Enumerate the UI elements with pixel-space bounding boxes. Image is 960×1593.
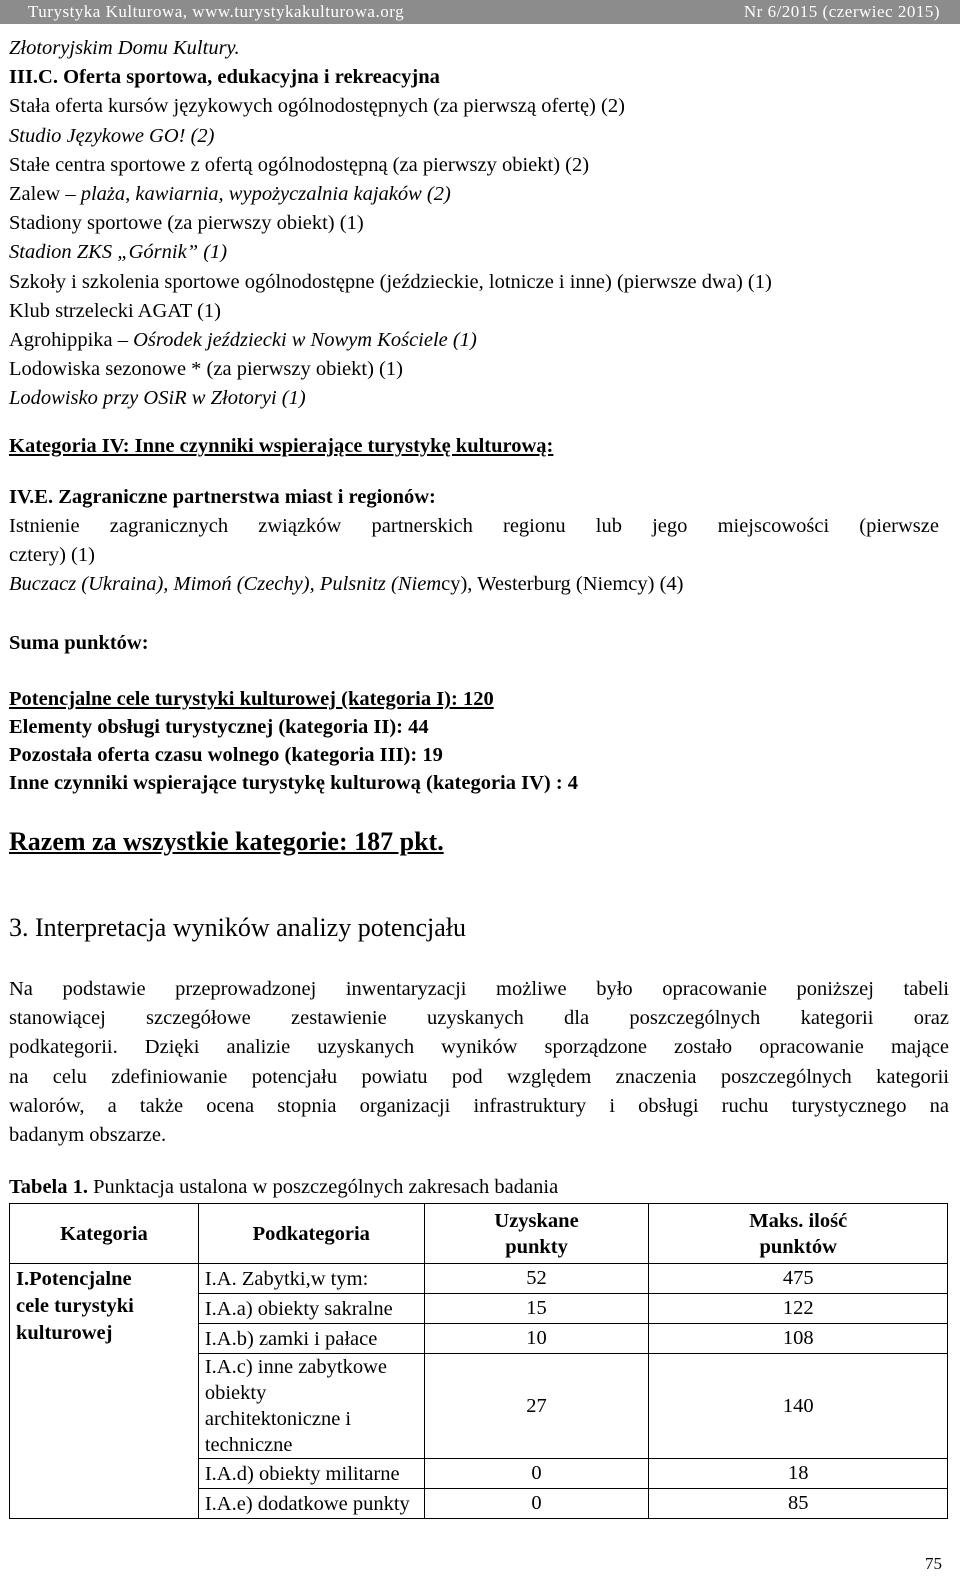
category-line: kulturowej <box>16 1322 113 1344</box>
page-number: 75 <box>925 1554 942 1573</box>
text-line: na celu zdefiniowanie potencjału powiatu pod względem znaczenia poszczególnych kategorii <box>9 1065 949 1088</box>
points-cell: 0 <box>424 1459 649 1489</box>
subsection-heading: IV.E. Zagraniczne partnerstwa miast i regionów: <box>9 486 436 508</box>
text-line: podkategorii. Dzięki analizie uzyskanych wyników sporządzone zostało opracowanie mające <box>9 1036 949 1059</box>
running-header <box>0 0 960 24</box>
points-cell: 15 <box>424 1294 649 1324</box>
text-line <box>9 326 949 355</box>
text-span: Zalew – <box>9 183 81 206</box>
text-line: Złotoryjskim Domu Kultury. <box>9 37 240 59</box>
subcategory-cell: I.A.a) obiekty sakralne <box>198 1294 424 1324</box>
paragraph <box>9 975 949 1150</box>
table-header-row <box>10 1204 948 1264</box>
text-line: Klub strzelecki AGAT (1) <box>9 299 221 322</box>
text-span: Agrohippika – <box>9 329 134 352</box>
subcategory-cell: I.A.e) dodatkowe punkty <box>198 1489 424 1519</box>
points-cell: 27 <box>424 1354 649 1459</box>
text-line: Istnienie zagranicznych związków partnerskich regionu lub jego miejscowości (pierwsze <box>9 515 939 537</box>
subcategory-cell <box>198 1354 424 1459</box>
text-line: Stałe centra sportowe z ofertą ogólnodostępną (za pierwszy obiekt) (2) <box>9 153 590 176</box>
header-line: punktów <box>759 1235 837 1258</box>
subcategory-line: I.A.c) inne zabytkowe obiekty <box>204 1356 388 1404</box>
header-line: Maks. ilość <box>749 1209 848 1232</box>
category-line: cele turystyki <box>16 1295 134 1317</box>
text-line: Szkoły i szkolenia sportowe ogólnodostępne (jeździeckie, lotnicze i inne) (pierwsze dwa) (1) <box>9 270 772 293</box>
column-header <box>649 1204 948 1264</box>
text-line <box>9 180 949 209</box>
text-line: Stadiony sportowe (za pierwszy obiekt) (1) <box>9 212 364 235</box>
column-header: Podkategoria <box>198 1204 424 1264</box>
max-points-cell: 475 <box>649 1264 948 1294</box>
category-line: I.Potencjalne <box>16 1268 132 1290</box>
text-line: badanym obszarze. <box>9 1124 167 1147</box>
text-line: walorów, a także ocena stopnia organizacji infrastruktury i obsługi ruchu turystycznego na <box>9 1094 949 1117</box>
sum-row: Inne czynniki wspierające turystykę kulturową (kategoria IV) : 4 <box>9 772 579 794</box>
caption-text: Punktacja ustalona w poszczególnych zakresach badania <box>88 1176 559 1198</box>
table-row <box>10 1264 948 1294</box>
max-points-cell: 108 <box>649 1324 948 1354</box>
category-cell <box>10 1264 199 1519</box>
text-span: Ośrodek jeździecki w Nowym Kościele (1) <box>133 329 477 352</box>
text-line: Lodowiska sezonowe * (za pierwszy obiekt) (1) <box>9 358 403 381</box>
max-points-cell: 140 <box>649 1354 948 1459</box>
caption-label: Tabela 1. <box>9 1176 88 1198</box>
column-header: Kategoria <box>10 1204 199 1264</box>
issue-number: Nr 6/2015 (czerwiec 2015) <box>743 2 940 21</box>
total-points: Razem za wszystkie kategorie: 187 pkt. <box>9 827 444 856</box>
text-span: cy), Westerburg (Niemcy) (4) <box>441 573 684 595</box>
max-points-cell: 18 <box>649 1459 948 1489</box>
subcategory-line: architektoniczne i techniczne <box>204 1408 352 1456</box>
points-table <box>9 1203 948 1519</box>
sum-row: Pozostała oferta czasu wolnego (kategoria III): 19 <box>9 744 443 766</box>
section-heading: 3. Interpretacja wyników analizy potencjału <box>9 913 466 942</box>
text-span: Buczacz (Ukraina), Mimoń (Czechy), Pulsnitz (Niem <box>9 573 442 595</box>
text-block-top <box>9 34 949 414</box>
sum-heading: Suma punktów: <box>9 632 149 654</box>
text-line: Lodowisko przy OSiR w Złotoryi (1) <box>9 387 306 410</box>
column-header <box>424 1204 649 1264</box>
sum-row: Elementy obsługi turystycznej (kategoria II): 44 <box>9 716 429 738</box>
text-line: cztery) (1) <box>9 544 95 566</box>
subsection-heading: III.C. Oferta sportowa, edukacyjna i rekreacyjna <box>9 66 440 89</box>
sum-row: Potencjalne cele turystyki kulturowej (kategoria I): 120 <box>9 688 494 710</box>
text-line <box>9 570 684 599</box>
text-line: Stadion ZKS „Górnik” (1) <box>9 241 228 264</box>
text-line: stanowiącej szczegółowe zestawienie uzyskanych dla poszczególnych kategorii oraz <box>9 1007 949 1030</box>
subcategory-cell: I.A.d) obiekty militarne <box>198 1459 424 1489</box>
header-line: punkty <box>505 1235 568 1258</box>
points-cell: 10 <box>424 1324 649 1354</box>
text-line: Studio Językowe GO! (2) <box>9 124 215 147</box>
text-line: Stała oferta kursów językowych ogólnodostępnych (za pierwszą ofertę) (2) <box>9 95 625 118</box>
text-line: Na podstawie przeprowadzonej inwentaryzacji możliwe było opracowanie poniższej tabeli <box>9 978 949 1000</box>
text-span: plaża, kawiarnia, wypożyczalnia kajaków (2) <box>80 183 451 206</box>
category-iv-heading: Kategoria IV: Inne czynniki wspierające turystykę kulturową: <box>9 435 554 457</box>
header-line: Uzyskane <box>494 1209 579 1232</box>
max-points-cell: 85 <box>649 1489 948 1519</box>
journal-name: Turystyka Kulturowa, www.turystykakulturowa.org <box>28 2 405 21</box>
subcategory-cell: I.A. Zabytki,w tym: <box>198 1264 424 1294</box>
points-cell: 0 <box>424 1489 649 1519</box>
max-points-cell: 122 <box>649 1294 948 1324</box>
table-caption <box>9 1173 558 1202</box>
subcategory-cell: I.A.b) zamki i pałace <box>198 1324 424 1354</box>
points-cell: 52 <box>424 1264 649 1294</box>
